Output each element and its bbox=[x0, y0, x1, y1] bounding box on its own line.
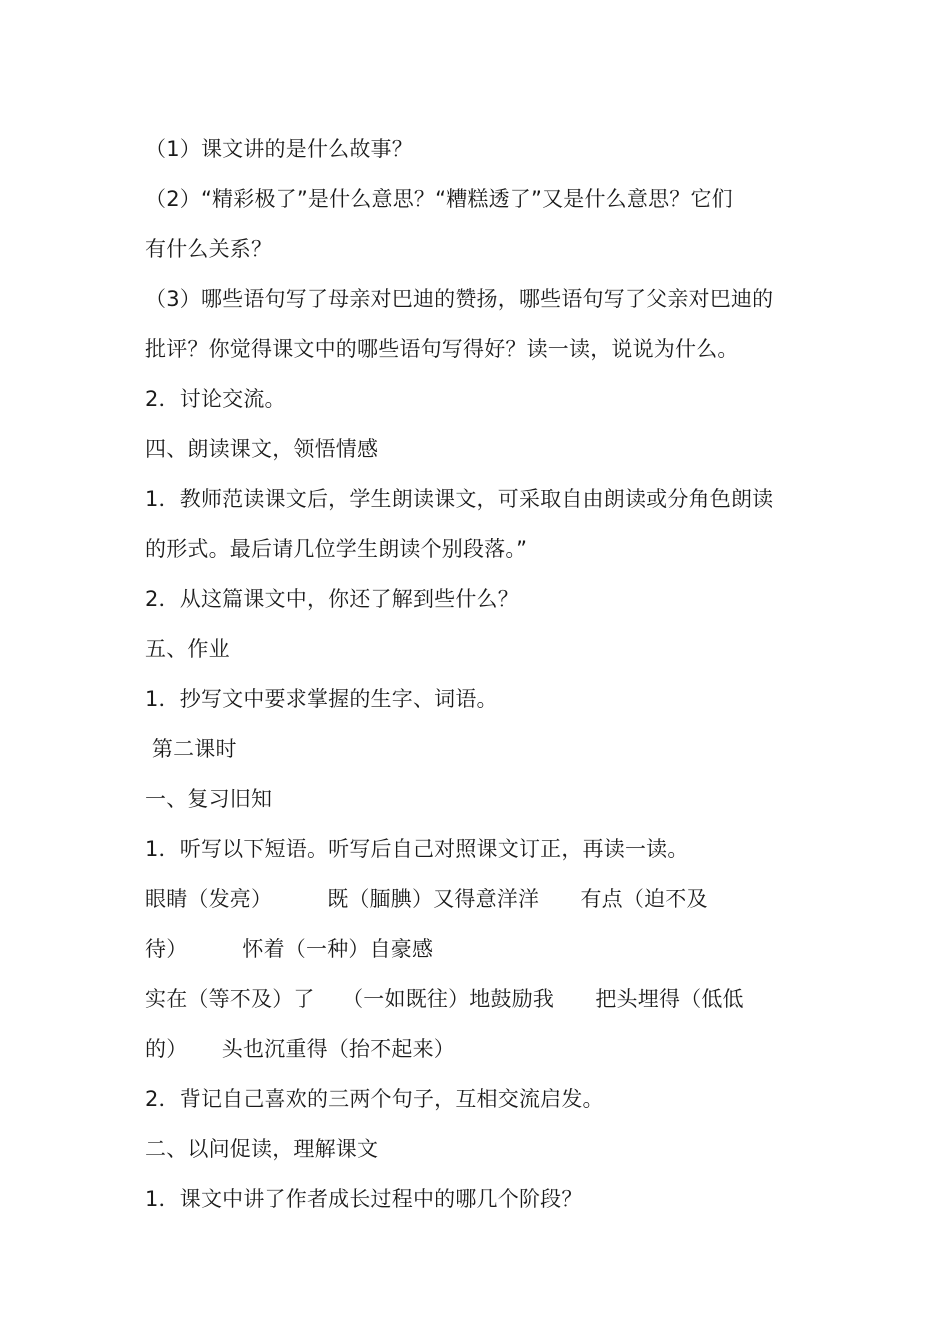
phrase-list-line-1: 眼睛（发亮） 既（腼腆）又得意洋洋 有点（迫不及 bbox=[145, 887, 708, 911]
understand-step-1: 1．课文中讲了作者成长过程中的哪几个阶段？ bbox=[145, 1187, 583, 1211]
homework-step-1: 1．抄写文中要求掌握的生字、词语。 bbox=[145, 687, 498, 711]
question-3-line-1: （3）哪些语句写了母亲对巴迪的赞扬，哪些语句写了父亲对巴迪的 bbox=[145, 287, 774, 311]
review-step-2: 2．背记自己喜欢的三两个句子，互相交流启发。 bbox=[145, 1087, 604, 1111]
section-heading-four: 四、朗读课文，领悟情感 bbox=[145, 437, 379, 461]
question-2-line-2: 有什么关系？ bbox=[145, 237, 273, 261]
question-2-line-1: （2）“精彩极了”是什么意思？“糟糕透了”又是什么意思？它们 bbox=[145, 187, 733, 211]
section-heading-five: 五、作业 bbox=[145, 637, 230, 661]
section-heading-understand: 二、以问促读，理解课文 bbox=[145, 1137, 379, 1161]
reading-step-1-line-2: 的形式。最后请几位学生朗读个别段落。” bbox=[145, 537, 528, 561]
phrase-list-line-2: 待） 怀着（一种）自豪感 bbox=[145, 937, 434, 961]
step-discuss: 2．讨论交流。 bbox=[145, 387, 286, 411]
lesson-two-heading: 第二课时 bbox=[145, 737, 237, 761]
phrase-list-line-4: 的） 头也沉重得（抬不起来） bbox=[145, 1037, 455, 1061]
review-step-1: 1．听写以下短语。听写后自己对照课文订正，再读一读。 bbox=[145, 837, 689, 861]
reading-step-1-line-1: 1．教师范读课文后，学生朗读课文，可采取自由朗读或分角色朗读 bbox=[145, 487, 774, 511]
question-1: （1）课文讲的是什么故事？ bbox=[145, 137, 413, 161]
phrase-list-line-3: 实在（等不及）了 （一如既往）地鼓励我 把头埋得（低低 bbox=[145, 987, 744, 1011]
question-3-line-2: 批评？你觉得课文中的哪些语句写得好？读一读，说说为什么。 bbox=[145, 337, 739, 361]
section-heading-review: 一、复习旧知 bbox=[145, 787, 273, 811]
reading-step-2: 2．从这篇课文中，你还了解到些什么？ bbox=[145, 587, 519, 611]
